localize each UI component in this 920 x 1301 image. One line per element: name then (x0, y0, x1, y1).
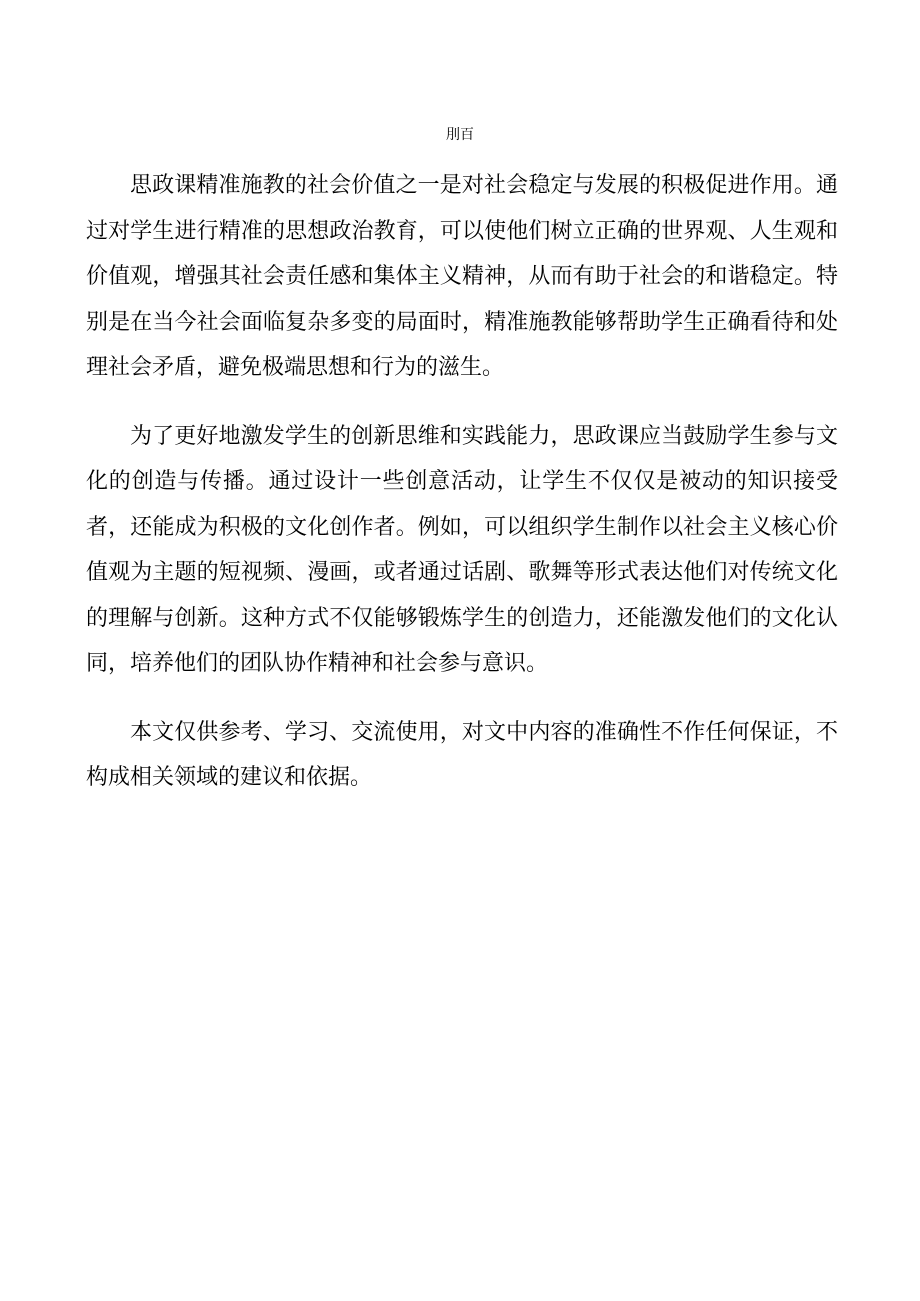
body-text (86, 163, 838, 801)
page-heading: 刖百 (446, 127, 474, 143)
paragraph-social-value: 思政课精准施教的社会价值之一是对社会稳定与发展的积极促进作用。通过对学生进行精准的思想政治教育，可以使他们树立正确的世界观、人生观和价值观，增强其社会责任感和集体主义精神，从而有助于社会的和谐稳定。特别是在当今社会面临复杂多变的局面时，精准施教能够帮助学生正确看待和处理社会矛盾，避免极端思想和行为的滋生。 (86, 173, 838, 380)
paragraph-disclaimer: 本文仅供参考、学习、交流使用，对文中内容的准确性不作任何保证，不构成相关领域的建议和依据。 (86, 719, 838, 790)
paragraph-cultural-creation: 为了更好地激发学生的创新思维和实践能力，思政课应当鼓励学生参与文化的创造与传播。通过设计一些创意活动，让学生不仅仅是被动的知识接受者，还能成为积极的文化创作者。例如，可以组织学生制作以社会主义核心价值观为主题的短视频、漫画，或者通过话剧、歌舞等形式表达他们对传统文化的理解与创新。这种方式不仅能够锻炼学生的创造力，还能激发他们的文化认同，培养他们的团队协作精神和社会参与意识。 (86, 423, 838, 676)
